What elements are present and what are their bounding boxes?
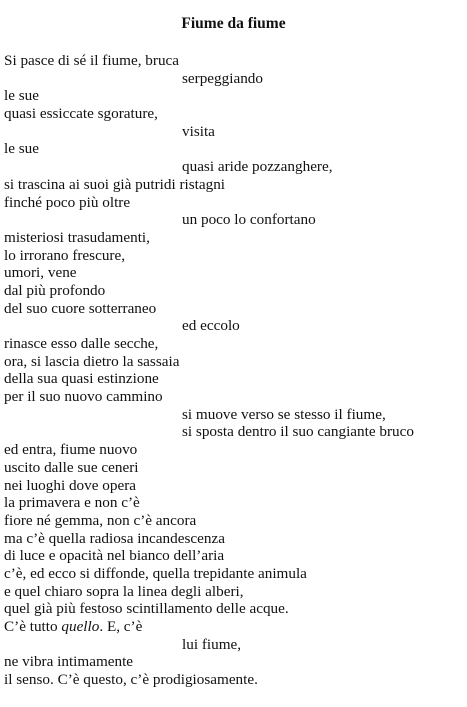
poem-line-text: le sue <box>4 87 40 105</box>
poem-line <box>4 300 464 318</box>
poem-line <box>4 123 464 141</box>
poem-line-text: del suo cuore sotterraneo <box>4 299 157 317</box>
poem-line-text: nei luoghi dove opera <box>4 476 137 494</box>
poem-line-text: quel già più festoso scintillamento delle acque. <box>4 600 289 618</box>
poem-line <box>4 229 464 247</box>
poem-line <box>4 565 464 583</box>
poem-line <box>4 406 464 424</box>
poem-line <box>4 52 464 70</box>
poem-line <box>4 317 464 335</box>
poem-line <box>4 87 464 105</box>
poem-line <box>4 388 464 406</box>
poem-line <box>4 618 464 636</box>
poem-line-text: si sposta dentro il suo cangiante bruco <box>182 423 414 441</box>
poem-line <box>4 105 464 123</box>
poem-line <box>4 353 464 371</box>
poem-line-text: ne vibra intimamente <box>4 653 134 671</box>
poem-line <box>4 370 464 388</box>
poem-line <box>4 653 464 671</box>
poem-line-text: ora, si lascia dietro la sassaia <box>4 352 180 370</box>
poem-line <box>4 282 464 300</box>
poem-line-text: la primavera e non c’è <box>4 494 140 512</box>
poem-line-text: quasi essiccate sgorature, <box>4 105 158 123</box>
poem-line-text: ed entra, fiume nuovo <box>4 441 138 459</box>
poem-line <box>4 211 464 229</box>
poem-line <box>4 70 464 88</box>
poem-line-text: misteriosi trasudamenti, <box>4 228 150 246</box>
poem-line-text: le sue <box>4 140 40 158</box>
poem-body <box>4 52 464 689</box>
poem-line <box>4 335 464 353</box>
poem-line-text: finché poco più oltre <box>4 193 131 211</box>
poem-line-text: ma c’è quella radiosa incandescenza <box>4 529 225 547</box>
poem-line-text: umori, vene <box>4 264 77 282</box>
poem-line-text: Si pasce di sé il fiume, bruca <box>4 52 180 69</box>
poem-line-text: c’è, ed ecco si diffonde, quella trepidante animula <box>4 564 307 582</box>
poem-line <box>4 441 464 459</box>
poem-line-text: per il suo nuovo cammino <box>4 388 163 406</box>
poem-line-text: quasi aride pozzanghere, <box>182 158 333 176</box>
poem-line-text: il senso. C’è questo, c’è prodigiosamente. <box>4 671 258 689</box>
poem-line-text: si muove verso se stesso il fiume, <box>182 405 386 423</box>
poem-line-text: visita <box>182 122 215 140</box>
poem-line <box>4 547 464 565</box>
poem-line-text: ed eccolo <box>182 317 240 335</box>
poem-line <box>4 423 464 441</box>
poem-line-text: uscito dalle sue ceneri <box>4 458 139 476</box>
poem-line-text: lui fiume, <box>182 635 242 653</box>
poem-line <box>4 477 464 495</box>
poem-line <box>4 671 464 689</box>
poem-line-text: e quel chiaro sopra la linea degli alberi, <box>4 582 244 600</box>
poem-line <box>4 636 464 654</box>
poem-line <box>4 194 464 212</box>
poem-title: Fiume da fiume <box>181 15 286 32</box>
poem-line-text: di luce e opacità nel bianco dell’aria <box>4 547 225 565</box>
poem-line <box>4 140 464 158</box>
poem-line <box>4 459 464 477</box>
poem-line <box>4 158 464 176</box>
poem-line-text: un poco lo confortano <box>182 211 316 229</box>
poem-line <box>4 600 464 618</box>
poem-line-text: . E, c’è <box>99 618 143 635</box>
poem-line <box>4 247 464 265</box>
poem-line <box>4 583 464 601</box>
poem-line <box>4 512 464 530</box>
poem-line-text: della sua quasi estinzione <box>4 370 159 388</box>
poem-line-text: dal più profondo <box>4 281 106 299</box>
poem-line-text: C’è tutto <box>4 618 62 635</box>
poem-line <box>4 176 464 194</box>
poem-line <box>4 264 464 282</box>
poem-line-italic-text: quello <box>61 618 100 635</box>
poem-line-text: si trascina ai suoi già putridi ristagni <box>4 175 226 193</box>
poem-line <box>4 530 464 548</box>
poem-line-text: fiore né gemma, non c’è ancora <box>4 511 197 529</box>
poem-line-text: rinasce esso dalle secche, <box>4 335 159 352</box>
poem-line-text: lo irrorano frescure, <box>4 246 126 264</box>
poem-line-text: serpeggiando <box>182 69 263 87</box>
poem-line <box>4 494 464 512</box>
